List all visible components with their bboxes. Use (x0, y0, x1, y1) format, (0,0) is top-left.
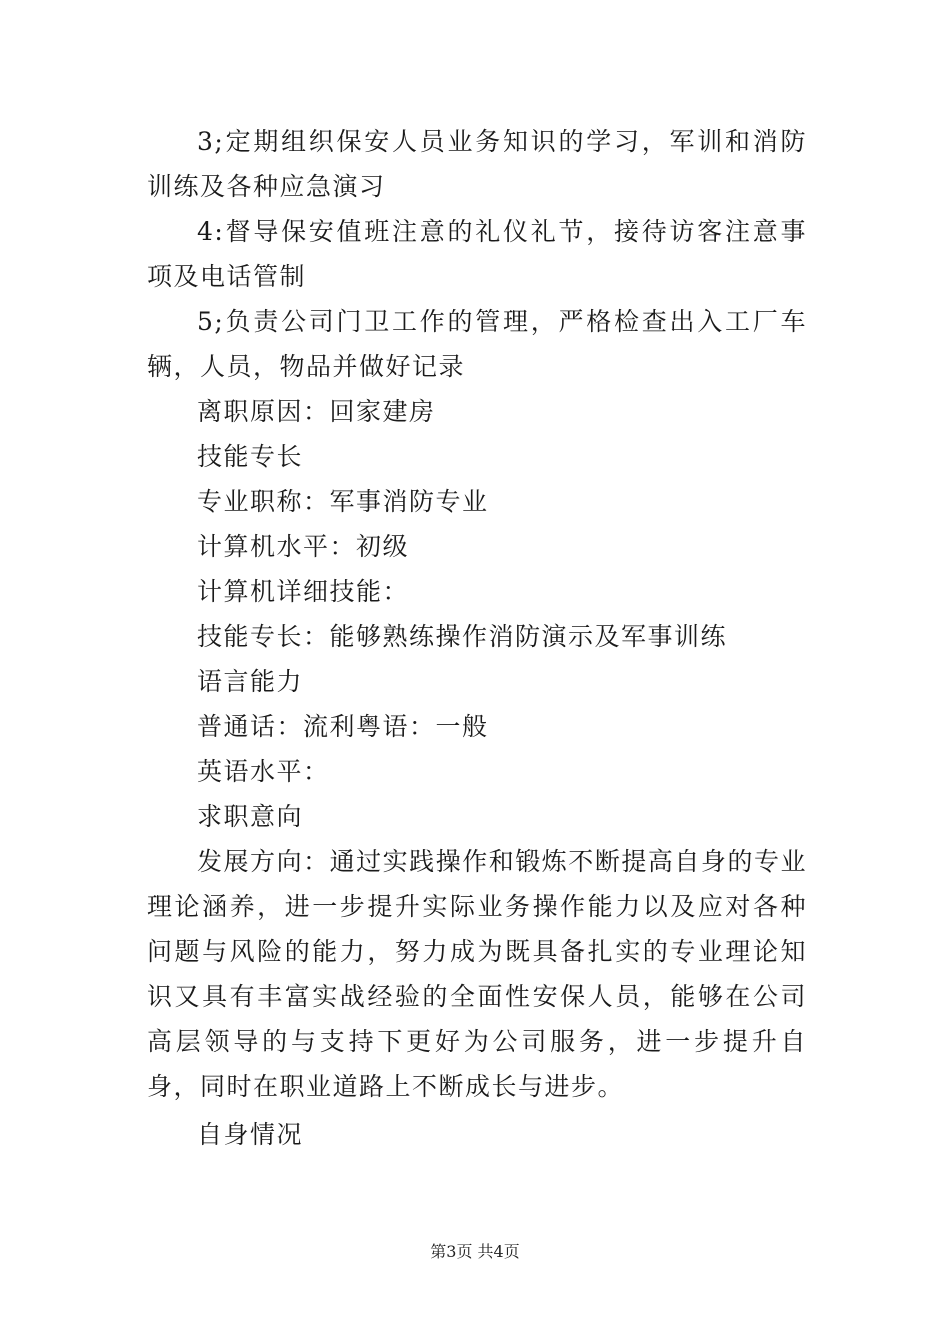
job-intention-heading: 求职意向 (197, 802, 304, 831)
computer-skills: 计算机详细技能： (197, 577, 410, 606)
duty-item-3: 3;定期组织保安人员业务知识的学习，军训和消防训练及各种应急演习 (147, 127, 807, 201)
resignation-reason: 离职原因：回家建房 (197, 397, 436, 426)
development-direction: 发展方向：通过实践操作和锻炼不断提高自身的专业理论涵养，进一步提升实际业务操作能力以及应对各种问题与风险的能力，努力成为既具备扎实的专业理论知识又具有丰富实战经验的全面性安保人员，能够在公司高层领导的与支持下更好为公司服务，进一步提升自身，同时在职业道路上不断成长与进步。 (147, 847, 807, 1101)
skill-specialty: 技能专长：能够熟练操作消防演示及军事训练 (197, 622, 728, 651)
duty-item-4: 4:督导保安值班注意的礼仪礼节，接待访客注意事项及电话管制 (147, 217, 807, 291)
self-situation-heading: 自身情况 (197, 1120, 304, 1149)
mandarin-cantonese-level: 普通话：流利粤语：一般 (197, 712, 489, 741)
language-heading: 语言能力 (197, 667, 304, 696)
page-footer: 第3页 共4页 (430, 1242, 520, 1261)
duty-item-5: 5;负责公司门卫工作的管理，严格检查出入工厂车辆，人员，物品并做好记录 (147, 307, 807, 381)
skills-heading: 技能专长 (197, 442, 304, 471)
professional-title: 专业职称：军事消防专业 (197, 487, 489, 516)
computer-level: 计算机水平：初级 (197, 532, 410, 561)
english-level: 英语水平： (197, 757, 330, 786)
